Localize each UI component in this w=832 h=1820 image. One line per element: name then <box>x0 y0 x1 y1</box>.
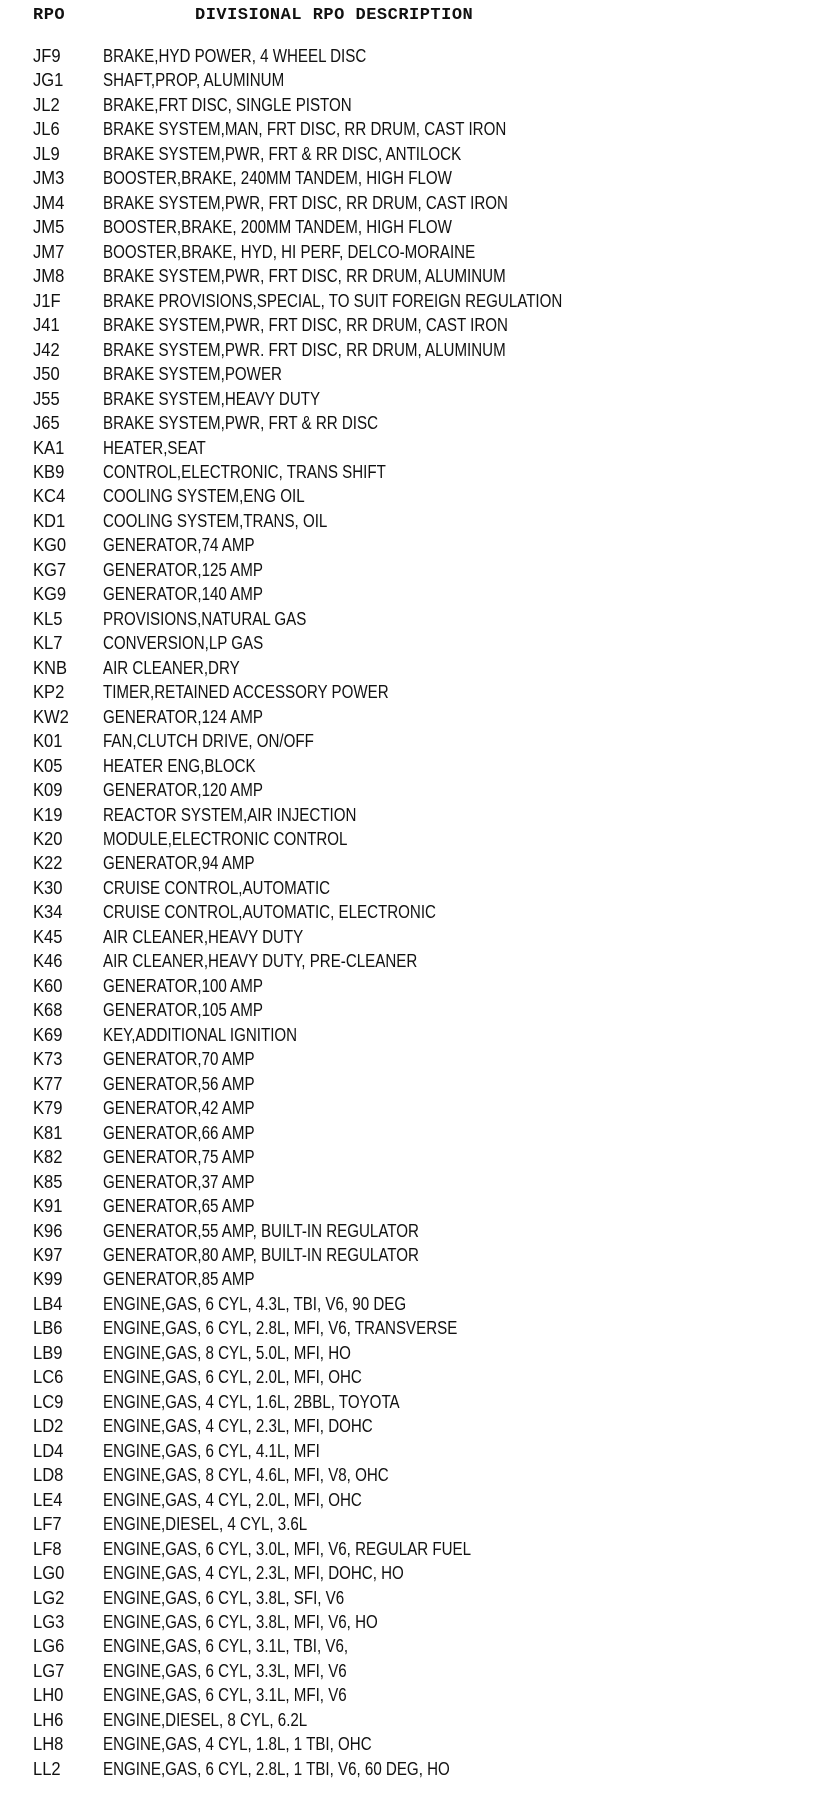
rpo-description: ENGINE,GAS, 8 CYL, 5.0L, MFI, HO <box>103 1342 351 1363</box>
rpo-row <box>0 1292 832 1316</box>
rpo-row <box>0 1732 832 1756</box>
rpo-row <box>0 1414 832 1438</box>
rpo-row <box>0 460 832 484</box>
rpo-column-header: RPO <box>33 6 66 25</box>
rpo-description: ENGINE,GAS, 4 CYL, 1.8L, 1 TBI, OHC <box>103 1734 372 1755</box>
rpo-description: ENGINE,GAS, 4 CYL, 2.3L, MFI, DOHC <box>103 1416 373 1437</box>
rpo-code: JL9 <box>33 143 60 164</box>
rpo-code: KW2 <box>33 706 69 727</box>
rpo-code: KG7 <box>33 559 67 580</box>
rpo-row <box>0 949 832 973</box>
rpo-row <box>0 582 832 606</box>
rpo-row <box>0 680 832 704</box>
rpo-description: GENERATOR,140 AMP <box>103 584 263 605</box>
rpo-row <box>0 1096 832 1120</box>
rpo-description: BRAKE SYSTEM,PWR, FRT DISC, RR DRUM, CAST IRON <box>103 192 508 213</box>
rpo-row <box>0 1145 832 1169</box>
rpo-description: BRAKE,HYD POWER, 4 WHEEL DISC <box>103 46 367 66</box>
rpo-row <box>0 1047 832 1071</box>
rpo-row <box>0 778 832 802</box>
rpo-row <box>0 1219 832 1243</box>
rpo-code: K77 <box>33 1073 63 1094</box>
rpo-description: GENERATOR,80 AMP, BUILT-IN REGULATOR <box>103 1244 419 1265</box>
rpo-row <box>0 656 832 680</box>
description-column-header: DIVISIONAL RPO DESCRIPTION <box>195 6 474 25</box>
rpo-description: BOOSTER,BRAKE, 240MM TANDEM, HIGH FLOW <box>103 168 452 189</box>
rpo-code: KP2 <box>33 682 65 703</box>
rpo-code: J41 <box>33 315 60 336</box>
rpo-row <box>0 1610 832 1634</box>
rpo-code: LH8 <box>33 1734 64 1755</box>
rpo-row <box>0 1708 832 1732</box>
rpo-row <box>0 1390 832 1414</box>
rpo-description: GENERATOR,100 AMP <box>103 975 263 996</box>
rpo-description: GENERATOR,55 AMP, BUILT-IN REGULATOR <box>103 1220 419 1241</box>
rpo-code: K09 <box>33 780 63 801</box>
rpo-code: LB4 <box>33 1293 63 1314</box>
rpo-code: LD2 <box>33 1416 64 1437</box>
rpo-code: LC6 <box>33 1367 64 1388</box>
rpo-row <box>0 705 832 729</box>
rpo-row <box>0 1194 832 1218</box>
rpo-code: K69 <box>33 1024 63 1045</box>
rpo-code: K68 <box>33 1000 63 1021</box>
rpo-row <box>0 1121 832 1145</box>
rpo-code: KL7 <box>33 633 63 654</box>
rpo-code: LG7 <box>33 1660 65 1681</box>
rpo-row <box>0 509 832 533</box>
rpo-description: GENERATOR,125 AMP <box>103 559 263 580</box>
rpo-code: K45 <box>33 926 63 947</box>
rpo-code: K81 <box>33 1122 63 1143</box>
rpo-row <box>0 240 832 264</box>
rpo-row <box>0 1634 832 1658</box>
rpo-description: GENERATOR,124 AMP <box>103 706 263 727</box>
rpo-row <box>0 313 832 337</box>
rpo-row <box>0 1341 832 1365</box>
rpo-row <box>0 1683 832 1707</box>
rpo-row <box>0 1072 832 1096</box>
rpo-code: JM8 <box>33 266 65 287</box>
rpo-description: HEATER,SEAT <box>103 437 206 458</box>
rpo-row <box>0 411 832 435</box>
rpo-code: KNB <box>33 657 68 678</box>
rpo-description: BRAKE PROVISIONS,SPECIAL, TO SUIT FOREIGN REGULATION <box>103 290 563 311</box>
rpo-description: BRAKE SYSTEM,HEAVY DUTY <box>103 388 321 409</box>
rpo-row <box>0 484 832 508</box>
rpo-code: JL6 <box>33 119 60 140</box>
rpo-row <box>0 1023 832 1047</box>
rpo-row <box>0 289 832 313</box>
rpo-code: JG1 <box>33 70 64 91</box>
rpo-code: LF8 <box>33 1538 62 1559</box>
rpo-row <box>0 558 832 582</box>
rpo-description: ENGINE,DIESEL, 8 CYL, 6.2L <box>103 1709 308 1730</box>
rpo-row <box>0 264 832 288</box>
rpo-code: LE4 <box>33 1489 63 1510</box>
rpo-row <box>0 1757 832 1781</box>
rpo-code: KB9 <box>33 461 65 482</box>
rpo-code: J42 <box>33 339 60 360</box>
rpo-code: LG2 <box>33 1587 65 1608</box>
rpo-row <box>0 1170 832 1194</box>
rpo-description: ENGINE,GAS, 6 CYL, 3.8L, MFI, V6, HO <box>103 1612 378 1632</box>
rpo-code: JL2 <box>33 94 60 115</box>
rpo-description: ENGINE,GAS, 4 CYL, 1.6L, 2BBL, TOYOTA <box>103 1391 400 1412</box>
rpo-row <box>0 754 832 778</box>
rpo-code: K60 <box>33 975 63 996</box>
rpo-description: PROVISIONS,NATURAL GAS <box>103 608 307 629</box>
rpo-description: ENGINE,GAS, 6 CYL, 2.8L, MFI, V6, TRANSVERSE <box>103 1318 458 1339</box>
rpo-description: ENGINE,GAS, 6 CYL, 2.0L, MFI, OHC <box>103 1367 362 1388</box>
rpo-row <box>0 827 832 851</box>
rpo-code: LL2 <box>33 1758 61 1779</box>
rpo-code: JM4 <box>33 192 65 213</box>
rpo-row <box>0 68 832 92</box>
rpo-description: ENGINE,GAS, 4 CYL, 2.0L, MFI, OHC <box>103 1489 362 1510</box>
rpo-description: ENGINE,GAS, 6 CYL, 3.1L, MFI, V6 <box>103 1685 347 1706</box>
rpo-code: LB9 <box>33 1342 63 1363</box>
rpo-code: KL5 <box>33 608 63 629</box>
rpo-code: K20 <box>33 829 63 849</box>
rpo-description: ENGINE,GAS, 6 CYL, 3.1L, TBI, V6, <box>103 1636 349 1657</box>
rpo-row <box>0 1586 832 1610</box>
rpo-description: ENGINE,GAS, 6 CYL, 3.8L, SFI, V6 <box>103 1587 345 1608</box>
rpo-row <box>0 1243 832 1267</box>
rpo-code: LG0 <box>33 1563 65 1584</box>
rpo-code: KA1 <box>33 437 65 458</box>
rpo-row <box>0 851 832 875</box>
rpo-description: GENERATOR,37 AMP <box>103 1171 255 1192</box>
rpo-row <box>0 362 832 386</box>
rpo-row <box>0 876 832 900</box>
rpo-row <box>0 1439 832 1463</box>
rpo-code: LD8 <box>33 1465 64 1486</box>
rpo-description: GENERATOR,74 AMP <box>103 535 255 556</box>
rpo-code: K73 <box>33 1049 63 1070</box>
rpo-row <box>0 1659 832 1683</box>
rpo-row <box>0 803 832 827</box>
rpo-row <box>0 117 832 141</box>
rpo-row <box>0 166 832 190</box>
rpo-code: KG9 <box>33 584 67 605</box>
rpo-description: CONVERSION,LP GAS <box>103 633 264 654</box>
rpo-row <box>0 974 832 998</box>
rpo-row <box>0 142 832 166</box>
rpo-description: GENERATOR,120 AMP <box>103 780 263 801</box>
rpo-code: K46 <box>33 951 63 972</box>
rpo-code: KG0 <box>33 535 67 556</box>
rpo-description: BRAKE,FRT DISC, SINGLE PISTON <box>103 94 352 115</box>
rpo-description: GENERATOR,75 AMP <box>103 1147 255 1168</box>
rpo-description: ENGINE,GAS, 4 CYL, 2.3L, MFI, DOHC, HO <box>103 1563 404 1584</box>
rpo-code: K85 <box>33 1171 63 1192</box>
rpo-code: J65 <box>33 413 60 434</box>
rpo-code: K34 <box>33 902 63 923</box>
rpo-code: J50 <box>33 364 60 385</box>
rpo-row <box>0 900 832 924</box>
rpo-description: CONTROL,ELECTRONIC, TRANS SHIFT <box>103 461 386 482</box>
rpo-description: REACTOR SYSTEM,AIR INJECTION <box>103 804 357 825</box>
rpo-description: ENGINE,GAS, 6 CYL, 4.1L, MFI <box>103 1440 320 1461</box>
rpo-description: GENERATOR,70 AMP <box>103 1049 255 1070</box>
rpo-description: BRAKE SYSTEM,PWR. FRT DISC, RR DRUM, ALUMINUM <box>103 339 506 360</box>
rpo-code: K22 <box>33 853 63 874</box>
rpo-row <box>0 1537 832 1561</box>
rpo-description: BRAKE SYSTEM,POWER <box>103 364 282 385</box>
rpo-row <box>0 1488 832 1512</box>
rpo-code: JM3 <box>33 168 65 189</box>
rpo-description: ENGINE,GAS, 6 CYL, 4.3L, TBI, V6, 90 DEG <box>103 1293 407 1314</box>
rpo-description: CRUISE CONTROL,AUTOMATIC <box>103 877 331 898</box>
rpo-code: K91 <box>33 1196 63 1217</box>
rpo-description: GENERATOR,65 AMP <box>103 1196 255 1217</box>
rpo-code: J1F <box>33 290 61 311</box>
rpo-description: HEATER ENG,BLOCK <box>103 755 256 776</box>
rpo-row <box>0 436 832 460</box>
rpo-list <box>0 44 832 1781</box>
rpo-code: K05 <box>33 755 63 776</box>
rpo-row <box>0 215 832 239</box>
rpo-code: LC9 <box>33 1391 64 1412</box>
rpo-row <box>0 44 832 68</box>
rpo-description: TIMER,RETAINED ACCESSORY POWER <box>103 682 389 703</box>
rpo-code: J55 <box>33 388 60 409</box>
rpo-description: ENGINE,GAS, 6 CYL, 3.0L, MFI, V6, REGULAR FUEL <box>103 1538 472 1559</box>
rpo-description: AIR CLEANER,HEAVY DUTY, PRE-CLEANER <box>103 951 418 972</box>
rpo-description: AIR CLEANER,HEAVY DUTY <box>103 926 304 947</box>
rpo-description: KEY,ADDITIONAL IGNITION <box>103 1024 298 1045</box>
rpo-row <box>0 998 832 1022</box>
rpo-row <box>0 925 832 949</box>
rpo-code: LG3 <box>33 1612 65 1632</box>
rpo-code: JM5 <box>33 217 65 238</box>
rpo-code: LG6 <box>33 1636 65 1657</box>
rpo-code: KC4 <box>33 486 66 507</box>
rpo-description: BOOSTER,BRAKE, HYD, HI PERF, DELCO-MORAINE <box>103 241 476 262</box>
rpo-row <box>0 338 832 362</box>
rpo-description: COOLING SYSTEM,ENG OIL <box>103 486 305 507</box>
rpo-code: K79 <box>33 1098 63 1119</box>
rpo-description: BRAKE SYSTEM,PWR, FRT & RR DISC, ANTILOCK <box>103 143 462 164</box>
rpo-row <box>0 1316 832 1340</box>
rpo-description: GENERATOR,66 AMP <box>103 1122 255 1143</box>
rpo-row <box>0 93 832 117</box>
rpo-row <box>0 1267 832 1291</box>
rpo-code: KD1 <box>33 510 66 531</box>
rpo-code: K19 <box>33 804 63 825</box>
rpo-row <box>0 1365 832 1389</box>
rpo-description: GENERATOR,42 AMP <box>103 1098 255 1119</box>
rpo-code: LB6 <box>33 1318 63 1339</box>
rpo-description: BRAKE SYSTEM,PWR, FRT & RR DISC <box>103 413 379 434</box>
rpo-row <box>0 607 832 631</box>
rpo-description: ENGINE,GAS, 6 CYL, 3.3L, MFI, V6 <box>103 1660 347 1681</box>
rpo-description: GENERATOR,94 AMP <box>103 853 255 874</box>
rpo-description: BRAKE SYSTEM,MAN, FRT DISC, RR DRUM, CAST IRON <box>103 119 507 140</box>
rpo-row <box>0 533 832 557</box>
rpo-code: LD4 <box>33 1440 64 1461</box>
rpo-description: ENGINE,GAS, 8 CYL, 4.6L, MFI, V8, OHC <box>103 1465 389 1486</box>
rpo-description: CRUISE CONTROL,AUTOMATIC, ELECTRONIC <box>103 902 436 923</box>
rpo-code: K82 <box>33 1147 63 1168</box>
rpo-description: GENERATOR,105 AMP <box>103 1000 263 1021</box>
rpo-description: AIR CLEANER,DRY <box>103 657 240 678</box>
rpo-description: BOOSTER,BRAKE, 200MM TANDEM, HIGH FLOW <box>103 217 452 238</box>
rpo-description: MODULE,ELECTRONIC CONTROL <box>103 829 348 849</box>
rpo-code: K96 <box>33 1220 63 1241</box>
rpo-description: GENERATOR,85 AMP <box>103 1269 255 1290</box>
rpo-row <box>0 387 832 411</box>
rpo-description: BRAKE SYSTEM,PWR, FRT DISC, RR DRUM, CAST IRON <box>103 315 508 336</box>
rpo-code: K99 <box>33 1269 63 1290</box>
rpo-row <box>0 1463 832 1487</box>
rpo-row <box>0 1561 832 1585</box>
rpo-code: K30 <box>33 877 63 898</box>
rpo-code: LH6 <box>33 1709 64 1730</box>
rpo-description: ENGINE,GAS, 6 CYL, 2.8L, 1 TBI, V6, 60 DEG, HO <box>103 1758 450 1779</box>
rpo-code: JM7 <box>33 241 65 262</box>
rpo-description: BRAKE SYSTEM,PWR, FRT DISC, RR DRUM, ALUMINUM <box>103 266 506 287</box>
rpo-row <box>0 729 832 753</box>
rpo-code: JF9 <box>33 46 61 66</box>
rpo-row <box>0 631 832 655</box>
rpo-row <box>0 1512 832 1536</box>
rpo-row <box>0 191 832 215</box>
rpo-description: FAN,CLUTCH DRIVE, ON/OFF <box>103 731 314 752</box>
rpo-code: K97 <box>33 1244 63 1265</box>
rpo-code: LH0 <box>33 1685 64 1706</box>
rpo-description: SHAFT,PROP, ALUMINUM <box>103 70 285 91</box>
rpo-description: COOLING SYSTEM,TRANS, OIL <box>103 510 328 531</box>
rpo-description: GENERATOR,56 AMP <box>103 1073 255 1094</box>
rpo-code: K01 <box>33 731 63 752</box>
rpo-description: ENGINE,DIESEL, 4 CYL, 3.6L <box>103 1514 308 1535</box>
rpo-code: LF7 <box>33 1514 62 1535</box>
